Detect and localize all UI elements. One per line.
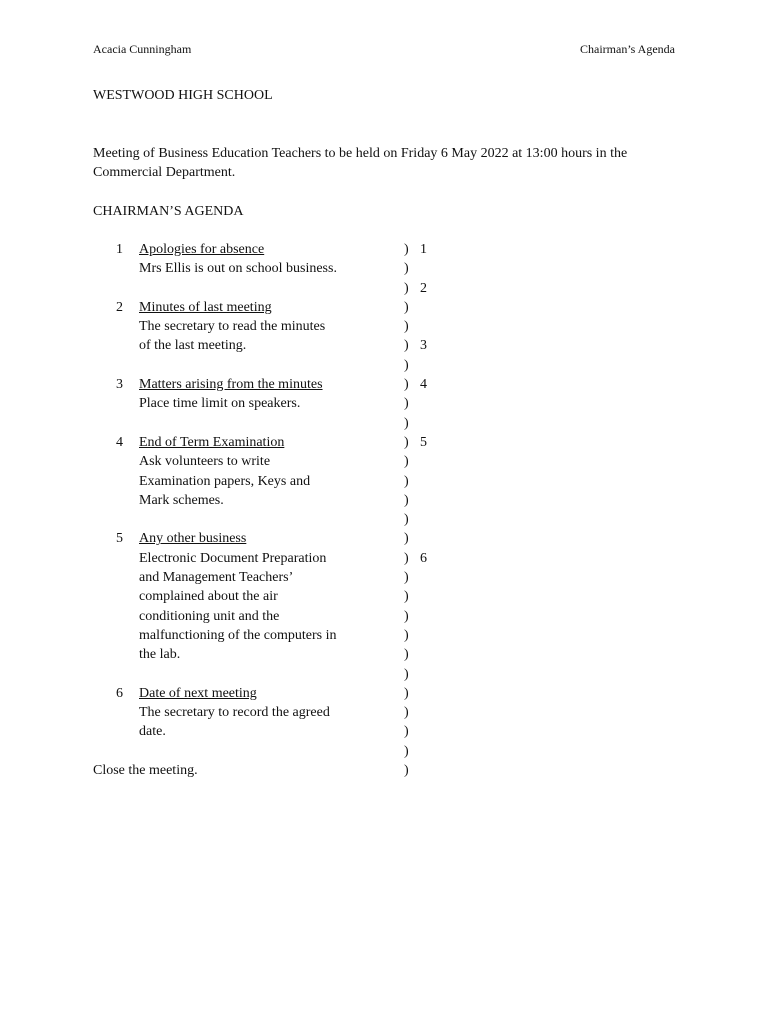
margin-number: 1 <box>420 242 427 257</box>
bracket: ) <box>404 492 409 508</box>
agenda-item-1 <box>0 240 768 259</box>
agenda-line <box>0 317 768 336</box>
agenda-line <box>0 356 768 375</box>
item-text: malfunctioning of the computers in <box>139 627 337 643</box>
agenda-line <box>0 279 768 298</box>
agenda-line <box>0 336 768 355</box>
bracket: ) <box>404 550 409 566</box>
item-number: 3 <box>116 377 123 393</box>
item-text: Ask volunteers to write <box>139 454 271 470</box>
margin-number: 3 <box>420 338 427 354</box>
item-text: The secretary to record the agreed <box>139 705 330 721</box>
item-text: of the last meeting. <box>139 338 247 354</box>
item-text: Electronic Document Preparation <box>139 550 327 566</box>
agenda-item-6 <box>0 684 768 703</box>
item-text: The secretary to read the minutes <box>139 319 326 335</box>
agenda-line <box>0 607 768 626</box>
bracket: ) <box>404 338 409 354</box>
item-heading: Matters arising from the minutes <box>139 377 323 393</box>
bracket: ) <box>404 685 409 701</box>
item-text: Mrs Ellis is out on school business. <box>139 261 337 277</box>
agenda-line <box>0 587 768 606</box>
agenda-line <box>0 452 768 471</box>
bracket: ) <box>404 627 409 643</box>
item-text: conditioning unit and the <box>139 608 280 624</box>
meeting-intro: Meeting of Business Education Teachers to be held on Friday 6 May 2022 at 13:00 hours in the Commercial Department. <box>93 146 628 181</box>
bracket: ) <box>404 319 409 335</box>
agenda-line <box>0 491 768 510</box>
bracket: ) <box>404 743 409 759</box>
bracket: ) <box>404 357 409 373</box>
margin-number: 2 <box>420 280 427 296</box>
agenda-line <box>0 568 768 587</box>
bracket: ) <box>404 454 409 470</box>
agenda-item-4 <box>0 433 768 452</box>
item-heading: Date of next meeting <box>139 685 257 701</box>
bracket: ) <box>404 705 409 721</box>
item-text: Mark schemes. <box>139 492 224 508</box>
bracket: ) <box>404 763 409 779</box>
agenda-line <box>0 259 768 278</box>
school-name: WESTWOOD HIGH SCHOOL <box>93 88 273 103</box>
item-text: date. <box>139 724 166 740</box>
bracket: ) <box>404 647 409 663</box>
agenda-line <box>0 510 768 529</box>
agenda-line <box>0 645 768 664</box>
agenda-items <box>0 240 768 780</box>
header-author: Acacia Cunningham <box>93 42 192 56</box>
bracket: ) <box>404 512 409 528</box>
margin-number: 5 <box>420 434 427 450</box>
agenda-title: CHAIRMAN’S AGENDA <box>93 204 244 219</box>
item-text: the lab. <box>139 647 181 663</box>
bracket: ) <box>404 608 409 624</box>
margin-number: 4 <box>420 377 427 393</box>
agenda-line <box>0 414 768 433</box>
item-number: 6 <box>116 685 123 701</box>
agenda-line <box>0 394 768 413</box>
agenda-line <box>0 549 768 568</box>
item-number: 4 <box>116 434 123 450</box>
item-number: 1 <box>116 242 123 257</box>
item-number: 2 <box>116 299 123 315</box>
bracket: ) <box>404 299 409 315</box>
item-text: and Management Teachers’ <box>139 570 294 586</box>
item-heading: Apologies for absence <box>139 242 265 257</box>
agenda-line <box>0 703 768 722</box>
bracket: ) <box>404 570 409 586</box>
item-heading: Minutes of last meeting <box>139 299 272 315</box>
bracket: ) <box>404 434 409 450</box>
item-heading: End of Term Examination <box>139 434 285 450</box>
closing-line: Close the meeting. <box>93 763 198 779</box>
bracket: ) <box>404 280 409 296</box>
bracket: ) <box>404 589 409 605</box>
bracket: ) <box>404 415 409 431</box>
bracket: ) <box>404 473 409 489</box>
agenda-item-5 <box>0 529 768 548</box>
bracket: ) <box>404 261 409 277</box>
bracket: ) <box>404 396 409 412</box>
header-doc-title: Chairman’s Agenda <box>580 42 675 56</box>
agenda-line <box>0 742 768 761</box>
item-text: Examination papers, Keys and <box>139 473 311 489</box>
bracket: ) <box>404 666 409 682</box>
agenda-line <box>0 472 768 491</box>
item-text: Place time limit on speakers. <box>139 396 301 412</box>
bracket: ) <box>404 377 409 393</box>
item-heading: Any other business <box>139 531 247 547</box>
agenda-line <box>0 665 768 684</box>
margin-number: 6 <box>420 550 427 566</box>
agenda-line <box>0 761 768 780</box>
agenda-item-3 <box>0 375 768 394</box>
agenda-line <box>0 722 768 741</box>
agenda-line <box>0 626 768 645</box>
bracket: ) <box>404 724 409 740</box>
bracket: ) <box>404 531 409 547</box>
item-text: complained about the air <box>139 589 278 605</box>
agenda-item-2 <box>0 298 768 317</box>
item-number: 5 <box>116 531 123 547</box>
bracket: ) <box>404 242 409 257</box>
